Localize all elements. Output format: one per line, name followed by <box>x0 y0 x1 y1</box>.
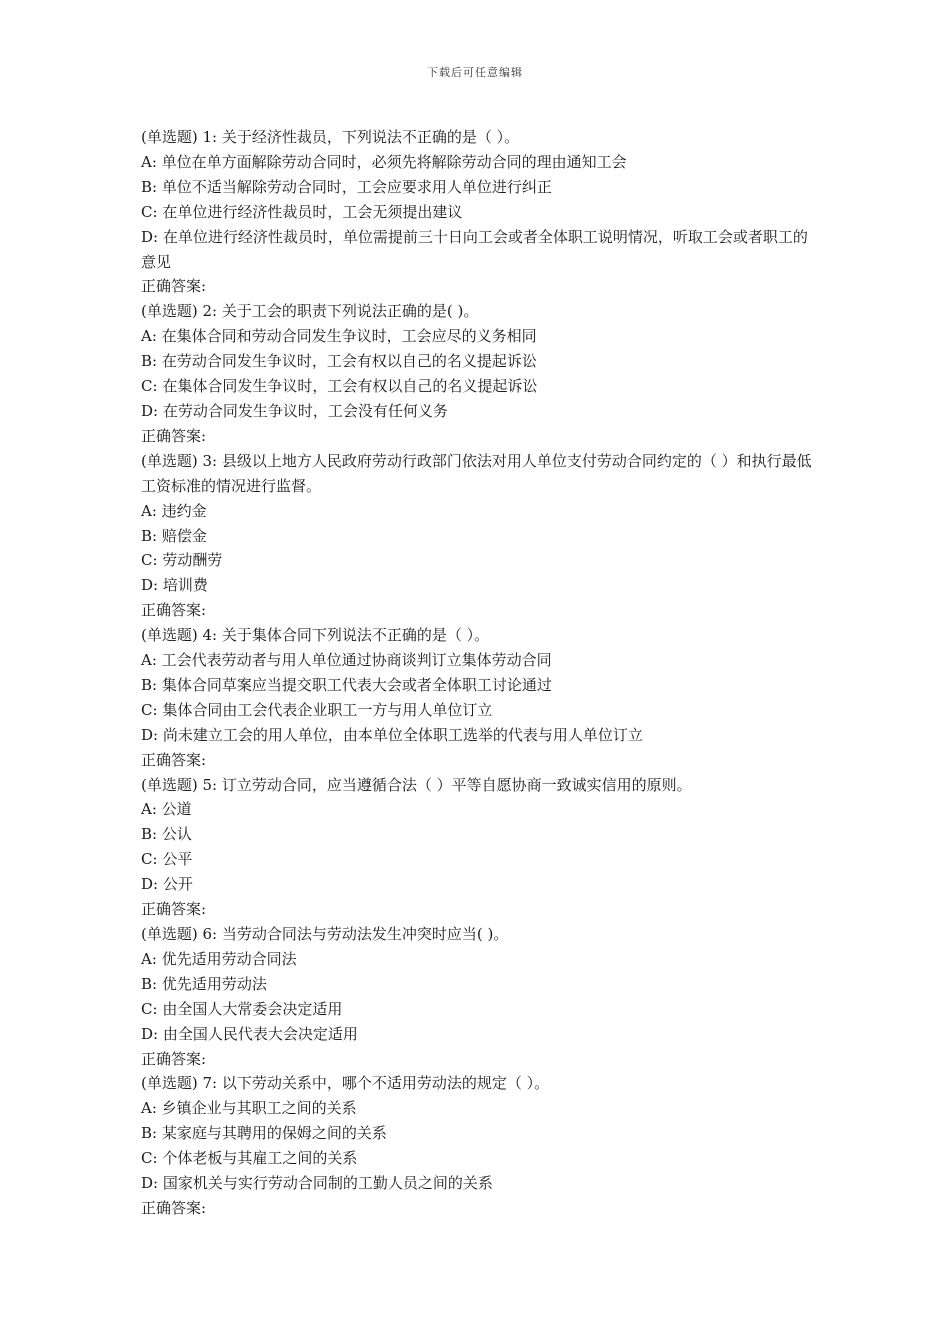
question-type: (单选题) <box>141 451 198 470</box>
option-letter: D: <box>141 1174 159 1193</box>
option-letter: C: <box>141 202 158 221</box>
option-letter: B: <box>141 675 158 694</box>
option-text: 由全国人大常委会决定适用 <box>162 999 343 1018</box>
question-number: 3: <box>202 451 218 470</box>
option-c <box>141 1146 813 1171</box>
option-letter: C: <box>141 999 158 1018</box>
question-stem <box>141 449 813 499</box>
option-text: 乡镇企业与其职工之间的关系 <box>161 1099 357 1118</box>
option-d <box>141 225 813 275</box>
option-letter: B: <box>141 526 158 545</box>
question-number: 5: <box>202 775 218 794</box>
question-text: 订立劳动合同，应当遵循合法（ ）平等自愿协商一致诚实信用的原则。 <box>221 775 692 794</box>
option-letter: C: <box>141 850 158 869</box>
option-text: 赔偿金 <box>161 526 207 545</box>
option-text: 公平 <box>162 850 193 869</box>
option-letter: B: <box>141 352 158 371</box>
option-a <box>141 324 813 349</box>
question-stem <box>141 922 813 947</box>
question-number: 7: <box>202 1074 218 1093</box>
option-d <box>141 1022 813 1047</box>
question-4 <box>141 623 813 772</box>
question-list <box>141 125 813 1221</box>
option-b <box>141 1121 813 1146</box>
option-letter: A: <box>141 949 157 968</box>
option-text: 违约金 <box>161 501 207 520</box>
option-text: 在劳动合同发生争议时，工会有权以自己的名义提起诉讼 <box>161 352 537 371</box>
option-letter: A: <box>141 651 157 670</box>
page-header: 下载后可任意编辑 <box>427 66 523 79</box>
option-text: 某家庭与其聘用的保姆之间的关系 <box>161 1124 387 1143</box>
question-stem <box>141 1071 813 1096</box>
answer-label: 正确答案: <box>141 277 207 296</box>
option-b <box>141 175 813 200</box>
answer-label: 正确答案: <box>141 750 207 769</box>
option-text: 单位在单方面解除劳动合同时，必须先将解除劳动合同的理由通知工会 <box>161 152 627 171</box>
question-1 <box>141 125 813 299</box>
option-letter: D: <box>141 227 159 246</box>
option-c <box>141 374 813 399</box>
question-text: 关于工会的职责下列说法正确的是( )。 <box>221 302 479 321</box>
option-letter: D: <box>141 401 159 420</box>
option-text: 培训费 <box>162 576 208 595</box>
option-text: 在单位进行经济性裁员时，单位需提前三十日向工会或者全体职工说明情况，听取工会或者职工的意见 <box>141 227 808 271</box>
question-number: 4: <box>202 626 218 645</box>
option-b <box>141 972 813 997</box>
option-d <box>141 1171 813 1196</box>
question-stem <box>141 299 813 324</box>
question-type: (单选题) <box>141 1074 198 1093</box>
option-letter: C: <box>141 377 158 396</box>
option-text: 公开 <box>162 875 193 894</box>
option-letter: C: <box>141 551 158 570</box>
option-letter: A: <box>141 152 157 171</box>
question-number: 2: <box>202 302 218 321</box>
question-type: (单选题) <box>141 626 198 645</box>
option-text: 集体合同由工会代表企业职工一方与用人单位订立 <box>162 700 493 719</box>
question-text: 县级以上地方人民政府劳动行政部门依法对用人单位支付劳动合同约定的（ ）和执行最低工资标准的情况进行监督。 <box>141 451 812 495</box>
option-letter: A: <box>141 800 157 819</box>
option-d <box>141 573 813 598</box>
answer-label: 正确答案: <box>141 601 207 620</box>
option-b <box>141 349 813 374</box>
answer-label: 正确答案: <box>141 426 207 445</box>
question-number: 1: <box>202 128 218 146</box>
option-b <box>141 524 813 549</box>
option-b <box>141 673 813 698</box>
question-stem <box>141 773 813 798</box>
option-letter: A: <box>141 501 157 520</box>
option-a <box>141 150 813 175</box>
option-letter: C: <box>141 700 158 719</box>
option-letter: A: <box>141 327 157 346</box>
option-d <box>141 399 813 424</box>
option-d <box>141 872 813 897</box>
option-text: 由全国人民代表大会决定适用 <box>162 1024 358 1043</box>
option-c <box>141 200 813 225</box>
question-text: 关于集体合同下列说法不正确的是（ ）。 <box>221 626 490 645</box>
option-letter: D: <box>141 875 159 894</box>
option-a <box>141 648 813 673</box>
answer-label: 正确答案: <box>141 1049 207 1068</box>
option-letter: A: <box>141 1099 157 1118</box>
question-type: (单选题) <box>141 775 198 794</box>
question-2 <box>141 299 813 448</box>
option-letter: B: <box>141 1124 158 1143</box>
option-letter: B: <box>141 177 158 196</box>
option-text: 劳动酬劳 <box>162 551 223 570</box>
option-b <box>141 822 813 847</box>
option-text: 集体合同草案应当提交职工代表大会或者全体职工讨论通过 <box>161 675 552 694</box>
option-text: 公道 <box>161 800 192 819</box>
option-text: 优先适用劳动合同法 <box>161 949 297 968</box>
option-text: 单位不适当解除劳动合同时，工会应要求用人单位进行纠正 <box>161 177 552 196</box>
question-type: (单选题) <box>141 302 198 321</box>
question-stem <box>141 623 813 648</box>
option-text: 公认 <box>161 825 192 844</box>
option-text: 在集体合同和劳动合同发生争议时，工会应尽的义务相同 <box>161 327 537 346</box>
option-c <box>141 997 813 1022</box>
question-type: (单选题) <box>141 128 198 146</box>
question-text: 关于经济性裁员，下列说法不正确的是（ ）。 <box>221 128 520 146</box>
question-7 <box>141 1071 813 1220</box>
option-text: 个体老板与其雇工之间的关系 <box>162 1149 358 1168</box>
option-text: 国家机关与实行劳动合同制的工勤人员之间的关系 <box>162 1174 493 1193</box>
question-number: 6: <box>202 925 218 943</box>
question-6 <box>141 922 813 1071</box>
option-letter: D: <box>141 1024 159 1043</box>
answer-label: 正确答案: <box>141 1198 207 1217</box>
option-text: 在单位进行经济性裁员时，工会无须提出建议 <box>162 202 463 221</box>
option-text: 在劳动合同发生争议时，工会没有任何义务 <box>162 401 448 420</box>
question-3 <box>141 449 813 623</box>
question-text: 以下劳动关系中，哪个不适用劳动法的规定（ ）。 <box>221 1074 550 1093</box>
question-5 <box>141 773 813 922</box>
option-a <box>141 947 813 972</box>
option-c <box>141 548 813 573</box>
option-letter: D: <box>141 725 159 744</box>
option-letter: B: <box>141 825 158 844</box>
question-type: (单选题) <box>141 925 198 943</box>
option-c <box>141 847 813 872</box>
option-text: 尚未建立工会的用人单位，由本单位全体职工选举的代表与用人单位订立 <box>162 725 643 744</box>
option-a <box>141 499 813 524</box>
question-stem <box>141 125 813 150</box>
answer-label: 正确答案: <box>141 900 207 919</box>
option-text: 在集体合同发生争议时，工会有权以自己的名义提起诉讼 <box>162 377 538 396</box>
option-text: 优先适用劳动法 <box>161 974 267 993</box>
option-letter: C: <box>141 1149 158 1168</box>
option-letter: D: <box>141 576 159 595</box>
option-text: 工会代表劳动者与用人单位通过协商谈判订立集体劳动合同 <box>161 651 552 670</box>
option-d <box>141 723 813 748</box>
question-text: 当劳动合同法与劳动法发生冲突时应当( )。 <box>221 925 509 943</box>
option-letter: B: <box>141 974 158 993</box>
option-a <box>141 1096 813 1121</box>
option-a <box>141 797 813 822</box>
option-c <box>141 698 813 723</box>
